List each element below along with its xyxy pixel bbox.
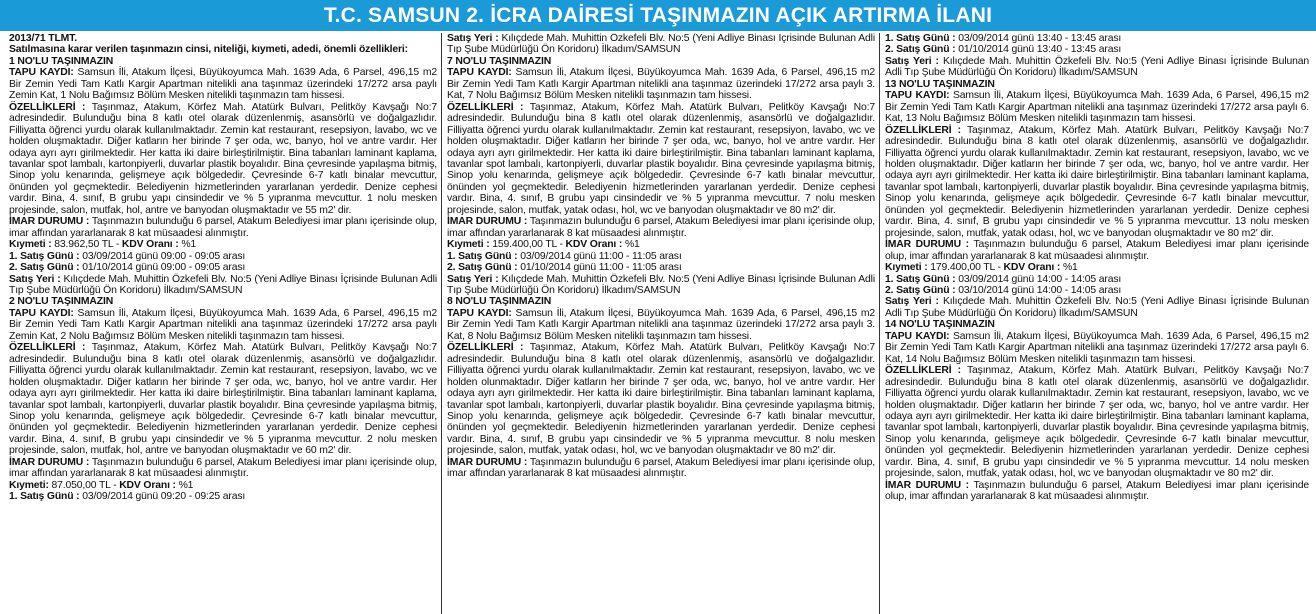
- field-value: 01/10/2014 günü 09:00 - 09:05 arası: [79, 262, 246, 274]
- field-value: Taşınmazın bulunduğu 6 parsel, Atakum Belediyesi imar planı içerisinde olup, imar affından yararlanarak 8 kat müsaadesi alınmıştır.: [447, 216, 875, 239]
- field-value: Taşınmazın bulunduğu 6 parsel, Atakum Belediyesi imar planı içerisinde olup, imar affından yararlanarak 8 kat müsaadesi alınmıştır.: [885, 239, 1309, 262]
- field-value: Samsun İli, Atakum İlçesi, Büyükoyumca Mah. 1639 Ada, 6 Parsel, 496,15 m2 Bir Zemin Yedi Tam Katlı Kargir Apartman nitelikli ana taşınmaz üzerindeki 17/272 arsa paylı 3. Kat, 7 Nolu Bağımsız Bölüm Mesken nitelikli taşınmazın tam hissesi.: [447, 67, 875, 102]
- paragraph: [885, 480, 1309, 503]
- field-label: ÖZELLİKLERİ :: [447, 342, 524, 354]
- field-value: Taşınmazın bulunduğu 6 parsel, Atakum Belediyesi imar planı içerisinde olup, imar affından yararlanarak 8 kat müsaadesi alınmıştır.: [9, 456, 437, 480]
- paragraph: [9, 342, 437, 457]
- field-value: Taşınmaz, Atakum, Körfez Mah. Atatürk Bulvarı, Pelitköy Kavşağı No:7 adresindedir. Bulunduğu bina 8 katlı otel olarak düzenlenmiş, asansörlü ve doğalgazlıdır. Filliyatta öğrenci yurdu olarak kullanılmaktadır. Zemin kat restaurant, resepsiyon, lavabo, wc ve holden olunmaktadır. Diğer katların her birinde 7 şer oda, wc, banyo, hol ve antre vardır. Her odaya ayrı ayrı girilmektedir. Her katta iki daire birleştirilmiştir. Bina tabanları laminant kaplama, tavanlar spot lambalı, kartonpiyerli, duvarlar plastik boyalıdır. Bina çevresinde yapılaşma bitmiş, Sinop yolu kenarında, gelişmeye açık bölgededir. Çevresinde 6-7 katlı binalar mevcuttur, önünden yol geçmektedir. Belediyenin hizmetlerinden yararlanan yerdedir. Denize cephesi vardır. Bina, 4. sınıf, B grubu yapı cinsindedir ve % 5 yıpranma mevcuttur. 8 nolu mesken projesinde, salon, mutfak, yatak odası, hol, wc ve banyodan oluşmaktadır ve 80 m2' dir.: [447, 342, 875, 457]
- field-value: Taşınmaz, Atakum, Körfez Mah. Atatürk Bulvarı, Pelitköy Kavşağı No:7 adresindedir. Bulunduğu bina 8 katlı otel olarak düzenlenmiş, asansörlü ve doğalgazlıdır. Filliyatta öğrenci yurdu olarak kullanılmaktadır. Zemin kat restaurant, resepsiyon, lavabo, wc ve holden oluşmaktadır. Diğer katların her birinde 7 şer oda, wc, banyo, hol ve antre vardır. Her odaya ayrı ayrı girilmektedir. Her katta iki daire birleştirilmiştir. Bina tabanları laminant kaplama, tavanlar spot lambalı, kartonpiyerli, duvarlar plastik boyalıdır. Bina çevresinde yapılaşma bitmiş, Sinop yolu kenarında, gelişmeye açık bölgededir. Çevresinde 6-7 katlı binalar mevcuttur, önünden yol geçmektedir. Belediyenin hizmetlerinden yararlanan yerdedir. Denize cephesi vardır. Bina, 4. sınıf, B grubu yapı cinsindedir ve % 5 yıpranma mevcuttur. 7 nolu mesken projesinde, salon, mutfak, yatak odası, hol, wc ve banyodan oluşmaktadır ve 80 m2' dir.: [447, 101, 875, 216]
- paragraph: [447, 308, 875, 342]
- paragraph: [447, 342, 875, 457]
- field-label: Satış Yeri :: [885, 55, 939, 67]
- field-label: Satış Yeri :: [9, 273, 61, 285]
- field-label: 1. Satış Günü :: [447, 250, 518, 262]
- field-value: %1: [1060, 262, 1078, 274]
- field-label: TAPU KAYDI:: [885, 330, 950, 342]
- field-label: 1. Satış Günü :: [9, 491, 80, 503]
- field-label: ÖZELLİKLERİ :: [885, 365, 961, 377]
- field-value: Samsun İli, Atakum İlçesi, Büyükoyumca Mah. 1639 Ada, 6 Parsel, 496,15 m2 Bir Zemin Yedi Tam Katlı Kargir Apartman nitelikli ana taşınmaz üzerindeki 17/272 arsa paylı Zemin Kat, 1 Nolu Bağımsız Bölüm Mesken nitelikli taşınmazın tam hissesi.: [9, 67, 437, 102]
- announcement-body: [0, 33, 1316, 614]
- field-label: Kıymeti :: [9, 239, 52, 251]
- page-title: T.C. SAMSUN 2. İCRA DAİRESİ TAŞINMAZIN AÇIK ARTIRMA İLANI: [0, 0, 1316, 31]
- paragraph: [885, 90, 1309, 124]
- paragraph: [447, 102, 875, 217]
- field-value: Taşınmaz, Atakum, Körfez Mah. Atatürk Bulvarı, Pelitköy Kavşağı No:7 adresindedir. Bulunduğu bina 8 katlı otel olarak düzenlenmiş, asansörlü ve doğalgazlıdır. Filliyatta öğrenci yurdu olarak kullanılmaktadır. Zemin kat restaurant, resepsiyon, lavabo, wc ve holden oluşmaktadır. Diğer katların her birinde 7 şer oda, wc, banyo, hol ve antre vardır. Her odaya ayrı ayrı girilmektedir. Her katta iki daire birleştirilmiştir. Bina tabanları laminant kaplama, tavanlar spot lambalı, kartonpiyerli, duvarlar plastik boyalıdır. Bina çevresinde yapılaşma bitmiş, Sinop yolu kenarında, gelişmeye açık bölgededir. Çevresinde 6-7 katlı binalar mevcuttur, önünden yol geçmektedir. Belediyenin hizmetlerinden yararlanan yerdedir. Denize cephesi vardır. Bina, 4. sınıf, B grubu yapı cinsindedir ve % 5 yıpranma mevcuttur. 2 nolu mesken projesinde, salon, mutfak, hol, antre ve banyodan oluşmaktadır ve 60 m2' dir.: [9, 342, 437, 457]
- field-label: 2. Satış Günü :: [885, 284, 956, 296]
- paragraph: [9, 457, 437, 480]
- field-label: 1. Satış Günü :: [885, 273, 956, 285]
- field-value: 179.400,00 TL -: [927, 262, 1004, 274]
- paragraph: [885, 33, 1309, 44]
- field-label: Satış Yeri :: [447, 33, 499, 44]
- field-label: 2. Satış Günü :: [885, 44, 956, 56]
- field-label: KDV Oranı :: [1003, 262, 1061, 274]
- field-label: İMAR DURUMU :: [885, 239, 969, 251]
- paragraph: [885, 331, 1309, 365]
- column-divider: [879, 33, 880, 614]
- field-value: 83.962,50 TL -: [51, 239, 122, 251]
- section-heading: 1 NO'LU TAŞINMAZIN: [9, 55, 114, 67]
- column-divider: [441, 33, 442, 614]
- paragraph: [9, 251, 437, 262]
- field-label: 2. Satış Günü :: [9, 262, 80, 274]
- paragraph: [885, 56, 1309, 79]
- paragraph: [9, 262, 437, 273]
- paragraph: [447, 262, 875, 273]
- field-value: Samsun İli, Atakum İlçesi, Büyükoyumca Mah. 1639 Ada, 6 Parsel, 496,15 m2 Bir Zemin Yedi Tam Katlı Kargir Apartman nitelikli ana taşınmaz üzerindeki 17/272 arsa paylı 6. Kat, 14 Nolu Bağımsız Bölüm Mesken nitelikli taşınmazın tam hissesi.: [885, 330, 1309, 365]
- field-value: Taşınmaz, Atakum, Körfez Mah. Atatürk Bulvarı, Pelitköy Kavşağı No:7 adresindedir. Bulunduğu bina 8 katlı otel olarak düzenlenmiş, asansörlü ve doğalgazlıdır. Filliyatta öğrenci yurdu olarak kullanılmaktadır. Zemin kat restaurant, resepsiyon, lavabo, wc ve holden oluşmaktadır. Diğer katların her birinde 7 şer oda, wc, banyo, hol ve antre vardır. Her odaya ayrı ayrı girilmektedir. Her katta iki daire birleştirilmiştir. Bina tabanları laminant kaplama, tavanlar spot lambalı, kartonpiyerli, duvarlar plastik boyalıdır. Bina çevresinde yapılaşma bitmiş, Sinop yolu kenarında, gelişmeye açık bölgededir. Çevresinde 6-7 katlı binalar mevcuttur, önünden yol geçmektedir. Belediyenin hizmetlerinden yararlanan yerdedir. Denize cephesi vardır. Bina, 4. sınıf, B grubu yapı cinsindedir ve % 5 yıpranma mevcuttur. 13 nolu mesken projesinde, salon, mutfak, yatak odası, hol, wc ve banyodan oluşmaktadır ve 80 m2' dir.: [885, 124, 1309, 239]
- field-label: TAPU KAYDI:: [885, 90, 950, 102]
- field-value: 03/10/2014 günü 14:00 - 14:05 arası: [955, 284, 1122, 296]
- field-value: 01/10/2014 günü 13:40 - 13:45 arası: [955, 44, 1122, 56]
- field-value: 03/09/2014 günü 14:00 - 14:05 arası: [955, 273, 1122, 285]
- paragraph: [9, 480, 437, 491]
- field-label: İMAR DURUMU :: [9, 216, 90, 228]
- field-value: 03/09/2014 günü 09:20 - 09:25 arası: [79, 491, 246, 503]
- paragraph: [447, 457, 875, 480]
- paragraph: [9, 239, 437, 250]
- field-label: TAPU KAYDI:: [447, 67, 512, 79]
- column-2: [447, 33, 875, 614]
- paragraph: [9, 491, 437, 502]
- section-heading: 8 NO'LU TAŞINMAZIN: [447, 296, 552, 308]
- field-value: Taşınmazın bulunduğu 6 parsel, Atakum Belediyesi imar planı içerisinde olup, imar affından yararlanarak 8 kat müsaadesi alınmıştır.: [447, 456, 875, 480]
- paragraph: [447, 33, 875, 56]
- field-label: ÖZELLİKLERİ :: [9, 101, 86, 113]
- field-value: Kılıçdede Mah. Muhittin Özkefeli Blv. No:5 (Yeni Adliye Binası İçrisinde Bulunan Adli Tıp Şube Müdürlüğü Ön Koridoru) İlkadım/SAMSUN: [447, 273, 875, 296]
- paragraph: [885, 239, 1309, 262]
- field-label: Kıymeti:: [9, 479, 49, 491]
- field-label: İMAR DURUMU :: [447, 456, 528, 468]
- column-3: [885, 33, 1309, 614]
- paragraph: [885, 262, 1309, 273]
- field-label: KDV Oranı :: [121, 239, 179, 251]
- field-label: KDV Oranı :: [119, 479, 176, 491]
- field-value: %1: [622, 239, 640, 251]
- field-label: İMAR DURUMU :: [447, 216, 528, 228]
- paragraph: [447, 216, 875, 239]
- paragraph: [885, 285, 1309, 296]
- field-value: Kılıçdede Mah. Muhittin Özkefeli Blv. No:5 (Yeni Adliye Binası İçrisinde Bulunan Adli Tıp Şube Müdürlüğü Ön Koridoru) İlkadım/SAMSUN: [885, 296, 1309, 319]
- field-value: 87.050,00 TL -: [48, 479, 120, 491]
- field-label: TAPU KAYDI:: [447, 307, 512, 319]
- paragraph: [9, 102, 437, 217]
- paragraph: [885, 296, 1309, 319]
- field-value: Taşınmazın bulunduğu 6 parsel, Atakum Belediyesi imar planı içerisinde olup, imar affından yararlanarak 8 kat müsaadesi alınmıştır.: [9, 216, 437, 239]
- field-label: 2. Satış Günü :: [447, 262, 518, 274]
- field-value: 03/09/2014 günü 09:00 - 09:05 arası: [79, 250, 246, 262]
- paragraph: [9, 274, 437, 297]
- field-value: Kılıçdede Mah. Muhittin Özkefeli Blv. No:5 (Yeni Adliye Binası İçrisinde Bulunan Adli Tıp Şube Müdürlüğü Ön Koridoru) İlkadım/SAMSUN: [447, 33, 875, 56]
- field-label: TAPU KAYDI:: [9, 307, 74, 319]
- field-value: Taşınmaz, Atakum, Körfez Mah. Atatürk Bulvarı, Pelitköy Kavşağı No:7 adresindedir. Bulunduğu bina 8 katlı otel olarak düzenlenmiş, asansörlü ve doğalgazlıdır. Filliyatta öğrenci yurdu olarak kullanılmaktadır. Zemin kat restaurant, resepsiyon, lavabo, wc ve holden oluşmaktadır. Diğer katların her birinde 7 şer oda, wc, banyo, hol ve antre vardır. Her odaya ayrı ayrı girilmektedir. Her katta iki daire birleştirilmiştir. Bina tabanları laminant kaplama, tavanlar spot lambalı, kartonpiyerli, duvarlar plastik boyalıdır. Bina çevresinde yapılaşma bitmiş, Sinop yolu kenarında, gelişmeye açık bölgededir. Çevresinde 6-7 katlı binalar mevcuttur, önünden yol geçmektedir. Belediyenin hizmetlerinden yararlanan yerdedir. Denize cephesi vardır. Bina, 4. sınıf, B grubu yapı cinsindedir ve % 5 yıpranma mevcuttur. 1 nolu mesken projesinde, salon, mutfak, hol, antre ve banyodan oluşmaktadır ve 55 m2' dir.: [9, 101, 437, 216]
- paragraph: [9, 216, 437, 239]
- field-label: ÖZELLİKLERİ :: [885, 124, 961, 136]
- field-value: 01/10/2014 günü 11:00 - 11:05 arası: [517, 262, 682, 274]
- field-label: ÖZELLİKLERİ :: [9, 342, 86, 354]
- section-heading: 13 NO'LU TAŞINMAZIN: [885, 78, 995, 90]
- paragraph: [9, 67, 437, 101]
- section-heading: 7 NO'LU TAŞINMAZIN: [447, 55, 552, 67]
- field-label: 1. Satış Günü :: [885, 33, 956, 44]
- field-label: Satış Yeri :: [447, 273, 499, 285]
- field-value: Samsun İli, Atakum İlçesi, Büyükoyumca Mah. 1639 Ada, 6 Parsel, 496,15 m2 Bir Zemin Yedi Tam Katlı Kargir Apartman nitelikli ana taşınmaz üzerindeki 17/272 arsa paylı 3. Kat, 8 Nolu Bağımsız Bölüm Mesken nitelikli taşınmazın tam hissesi.: [447, 307, 875, 342]
- section-heading: Satılmasına karar verilen taşınmazın cinsi, niteliği, kıymeti, adedi, önemli özellikleri:: [9, 44, 408, 56]
- field-value: Samsun İli, Atakum İlçesi, Büyükoyumca Mah. 1639 Ada, 6 Parsel, 496,15 m2 Bir Zemin Yedi Tam Katlı Kargir Apartman nitelikli ana taşınmaz üzerindeki 17/272 arsa paylı Zemin Kat, 2 Nolu Bağımsız Bölüm Mesken nitelikli taşınmazın tam hissesi.: [9, 307, 437, 342]
- field-value: Taşınmazın bulunduğu 6 parsel, Atakum Belediyesi imar planı içerisinde olup, imar affından yararlanarak 8 kat müsaadesi alınmıştır.: [885, 479, 1309, 503]
- field-label: TAPU KAYDI:: [9, 67, 74, 79]
- paragraph: [9, 308, 437, 342]
- field-value: Samsun İli, Atakum İlçesi, Büyükoyumca Mah. 1639 Ada, 6 Parsel, 496,15 m2 Bir Zemin Yedi Tam Katlı Kargir Apartman nitelikli ana taşınmaz üzerindeki 17/272 arsa paylı 6. Kat, 13 Nolu Bağımsız Bölüm Mesken nitelikli taşınmazın tam hissesi.: [885, 90, 1309, 125]
- field-value: 159.400,00 TL -: [489, 239, 566, 251]
- field-value: 03/09/2014 günü 11:00 - 11:05 arası: [517, 250, 682, 262]
- field-label: Kıymeti :: [885, 262, 928, 274]
- section-heading: 2 NO'LU TAŞINMAZIN: [9, 296, 114, 308]
- paragraph: [447, 239, 875, 250]
- field-value: Kılıçdede Mah. Muhittin Özkefeli Blv. No:5 (Yeni Adliye Binası İçrisinde Bulunan Adli Tıp Şube Müdürlüğü Ön Koridoru) İlkadım/SAMSUN: [885, 55, 1309, 79]
- field-label: KDV Oranı :: [565, 239, 623, 251]
- paragraph: [885, 125, 1309, 240]
- field-value: 03/09/2014 günü 13:40 - 13:45 arası: [955, 33, 1122, 44]
- field-label: Kıymeti :: [447, 239, 490, 251]
- field-value: Kılıçdede Mah. Muhittin Özkefeli Blv. No:5 (Yeni Adliye Binası İçrisinde Bulunan Adli Tıp Şube Müdürlüğü Ön Koridoru) İlkadım/SAMSUN: [9, 273, 437, 296]
- field-label: Satış Yeri :: [885, 296, 939, 308]
- field-value: %1: [178, 239, 197, 251]
- paragraph: [447, 67, 875, 101]
- field-label: İMAR DURUMU :: [9, 456, 90, 468]
- section-heading: 2013/71 TLMT.: [9, 33, 77, 44]
- paragraph: [885, 365, 1309, 480]
- paragraph: [885, 274, 1309, 285]
- column-1: [9, 33, 437, 614]
- field-label: İMAR DURUMU :: [885, 479, 969, 491]
- field-label: ÖZELLİKLERİ :: [447, 101, 524, 113]
- section-heading: 14 NO'LU TAŞINMAZIN: [885, 319, 995, 331]
- field-label: 1. Satış Günü :: [9, 250, 80, 262]
- paragraph: [447, 274, 875, 297]
- field-value: %1: [175, 479, 194, 491]
- paragraph: [885, 44, 1309, 55]
- field-value: Taşınmaz, Atakum, Körfez Mah. Atatürk Bulvarı, Pelitköy Kavşağı No:7 adresindedir. Bulunduğu bina 8 katlı otel olarak düzenlenmiş, asansörlü ve doğalgazlıdır. Filliyatta öğrenci yurdu olarak kullanılmaktadır. Zemin kat restaurant, resepsiyon, lavabo, wc ve holden oluşmaktadır. Diğer katların her birinde 7 şer oda, wc, banyo, hol ve antre vardır. Her odaya ayrı ayrı girilmektedir. Her katta iki daire birleştirilmiştir. Bina tabanları laminant kaplama, tavanlar spot lambalı, kartonpiyerli, duvarlar plastik boyalıdır. Bina çevresinde yapılaşma bitmiş, Sinop yolu kenarında, gelişmeye açık bölgededir. Çevresinde 6-7 katlı binalar mevcuttur, önünden yol geçmektedir. Belediyenin hizmetlerinden yararlanan yerdedir. Denize cephesi vardır. Bina, 4. sınıf, B grubu yapı cinsindedir ve % 5 yıpranma mevcuttur. 14 nolu mesken projesinde, salon, mutfak, yatak odası, hol, wc ve banyodan oluşmaktadır ve 80 m2' dir.: [885, 365, 1309, 480]
- paragraph: [447, 251, 875, 262]
